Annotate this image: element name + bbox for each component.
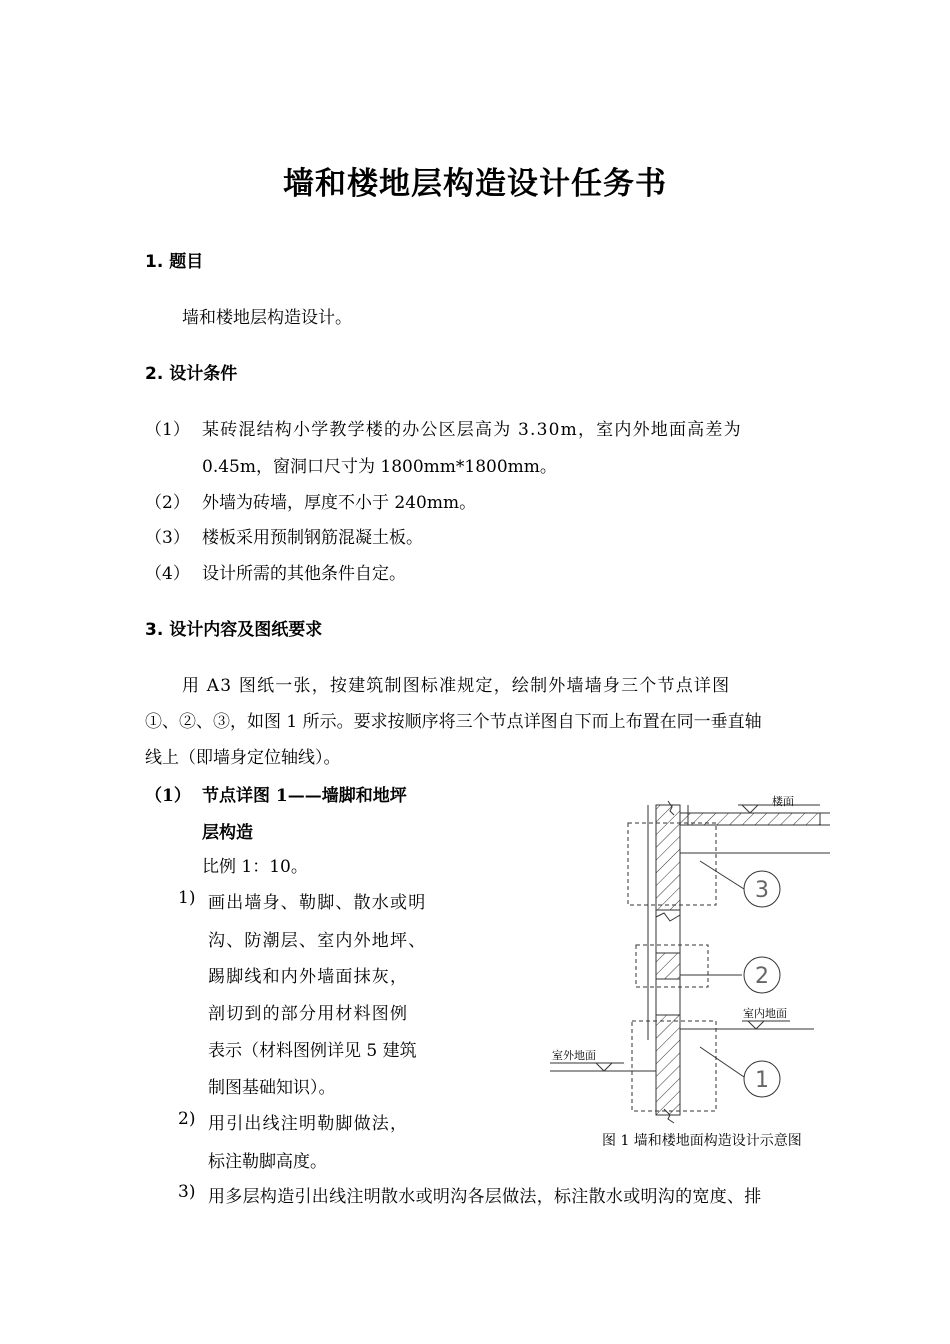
condition-1-num: （1） <box>145 420 190 440</box>
detail-1-num: （1） <box>145 786 191 806</box>
node-3-label: 3 <box>755 878 769 903</box>
label-outdoor-ground: 室外地面 <box>552 1049 596 1062</box>
req-1-line5: 表示（材料图例详见 5 建筑 <box>208 1041 417 1061</box>
req-1-line2: 沟、防潮层、室内外地坪、 <box>208 931 427 951</box>
condition-2-text: 外墙为砖墙，厚度不小于 240mm。 <box>202 493 477 513</box>
wall-mid-hatch <box>656 953 680 979</box>
condition-1-line2: 0.45m，窗洞口尺寸为 1800mm*1800mm。 <box>202 457 557 477</box>
section-1-body: 墙和楼地层构造设计。 <box>182 308 352 328</box>
wall-lower-hatch <box>656 1015 680 1115</box>
page-title: 墙和楼地层构造设计任务书 <box>283 166 667 202</box>
condition-2-num: （2） <box>145 493 190 513</box>
req-3-line1: 用多层构造引出线注明散水或明沟各层做法，标注散水或明沟的宽度、排 <box>208 1187 762 1207</box>
wall-upper-hatch <box>656 805 680 910</box>
req-1-line6: 制图基础知识）。 <box>208 1078 336 1098</box>
detail-1-title-line1: 节点详图 1——墙脚和地坪 <box>202 786 407 806</box>
detail-1-title-line2: 层构造 <box>202 823 253 843</box>
section-3-para-line1: 用 A3 图纸一张，按建筑制图标准规定，绘制外墙墙身三个节点详图 <box>182 676 731 696</box>
section-3-para-line3: 线上（即墙身定位轴线）。 <box>145 748 341 768</box>
req-1-num: 1) <box>178 888 196 908</box>
req-1-line1: 画出墙身、勒脚、散水或明 <box>208 893 427 913</box>
section-1-heading: 1. 题目 <box>145 252 204 272</box>
wall-section-diagram <box>540 785 850 1130</box>
section-3-para-line2: ①、②、③，如图 1 所示。要求按顺序将三个节点详图自下而上布置在同一垂直轴 <box>145 712 762 732</box>
section-3-heading: 3. 设计内容及图纸要求 <box>145 620 323 640</box>
condition-3-num: （3） <box>145 528 190 548</box>
condition-1-line1: 某砖混结构小学教学楼的办公区层高为 3.30m，室内外地面高差为 <box>202 420 742 440</box>
condition-4-text: 设计所需的其他条件自定。 <box>202 564 406 584</box>
req-3-num: 3) <box>178 1182 196 1202</box>
label-floor: 楼面 <box>772 795 794 808</box>
req-1-line4: 剖切到的部分用材料图例 <box>208 1004 409 1024</box>
node-2-label: 2 <box>755 964 769 989</box>
node-1-label: 1 <box>755 1068 769 1093</box>
req-2-num: 2) <box>178 1109 196 1129</box>
section-2-heading: 2. 设计条件 <box>145 364 238 384</box>
req-2-line2: 标注勒脚高度。 <box>208 1152 327 1172</box>
condition-4-num: （4） <box>145 564 190 584</box>
req-1-line3: 踢脚线和内外墙面抹灰， <box>208 967 409 987</box>
label-indoor-ground: 室内地面 <box>743 1007 787 1020</box>
req-2-line1: 用引出线注明勒脚做法， <box>208 1114 409 1134</box>
figure-caption: 图 1 墙和楼地面构造设计示意图 <box>602 1133 802 1149</box>
detail-1-scale: 比例 1：10。 <box>202 857 308 877</box>
condition-3-text: 楼板采用预制钢筋混凝土板。 <box>202 528 423 548</box>
